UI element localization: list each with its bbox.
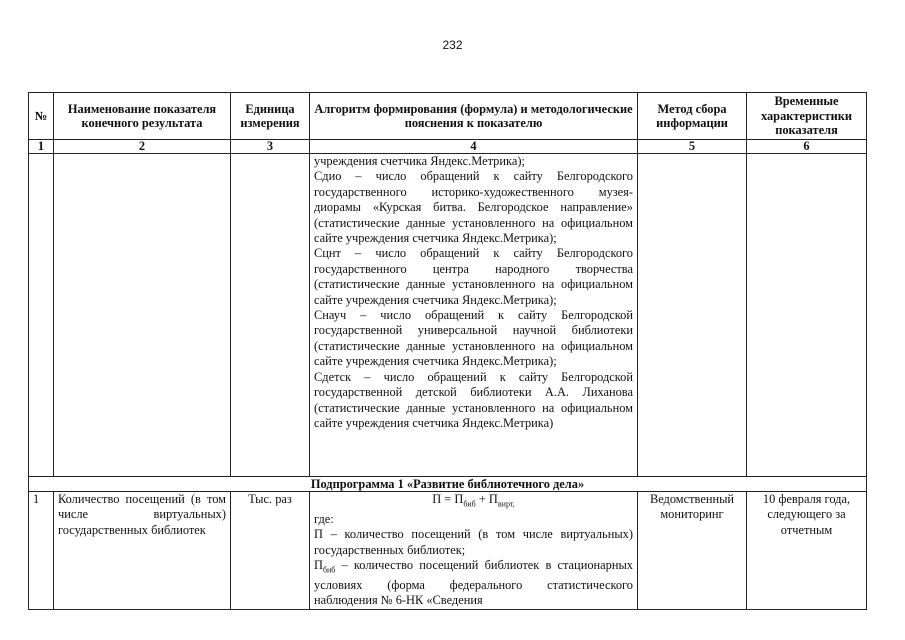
algorithm-paragraph: Снауч – число обращений к сайту Белгородской государственной универсальной научной библиотеки (статистические данные установленного на официальном сайте учреждения счетчика Яндекс.Метрика); bbox=[314, 308, 633, 369]
collection-method: Ведомственный мониторинг bbox=[638, 492, 747, 610]
table-row bbox=[29, 492, 867, 610]
algorithm-paragraph: Сцнт – число обращений к сайту Белгородского государственного центра народного творчества (статистические данные установленного на официальном сайте учреждения счетчика Яндекс.Метрика); bbox=[314, 246, 633, 307]
indicator-algorithm bbox=[310, 492, 638, 610]
formula-explanation: $П_{биб}$ – количество посещений библиотек в стационарных условиях (форма федерального статистического наблюдения № 6-НК «Сведения bbox=[314, 558, 633, 608]
header-unit: Единица измерения bbox=[231, 93, 310, 140]
column-number: 2 bbox=[54, 140, 231, 154]
indicators-table bbox=[28, 92, 867, 610]
header-method: Метод сбора информации bbox=[638, 93, 747, 140]
header-timing: Временные характеристики показателя bbox=[747, 93, 867, 140]
table-header-row bbox=[29, 93, 867, 140]
algorithm-paragraph: Сдетск – число обращений к сайту Белгородской государственной детской библиотеки А.А. Лиханова (статистические данные установленного на официальном сайте учреждения счетчика Яндекс.Метрика) bbox=[314, 369, 633, 430]
formula-where: где: bbox=[314, 511, 334, 526]
header-indicator-name: Наименование показателя конечного результата bbox=[54, 93, 231, 140]
subprogram-title: Подпрограмма 1 «Развитие библиотечного дела» bbox=[29, 477, 867, 492]
column-number: 6 bbox=[747, 140, 867, 154]
indicator-unit: Тыс. раз bbox=[231, 492, 310, 610]
row-number: 1 bbox=[29, 492, 54, 610]
column-number-row bbox=[29, 140, 867, 154]
column-number: 5 bbox=[638, 140, 747, 154]
algorithm-line: учреждения счетчика Яндекс.Метрика); bbox=[314, 154, 525, 168]
subprogram-row bbox=[29, 477, 867, 492]
header-algorithm: Алгоритм формирования (формула) и методологические пояснения к показателю bbox=[310, 93, 638, 140]
formula: $П = П_{биб} + П_{вирт,}$ bbox=[432, 492, 515, 509]
continued-row bbox=[29, 154, 867, 477]
column-number: 4 bbox=[310, 140, 638, 154]
time-characteristics: 10 февраля года, следующего за отчетным bbox=[747, 492, 867, 610]
page-number: 232 bbox=[442, 38, 463, 52]
formula-explanation: П – количество посещений (в том числе виртуальных) государственных библиотек; bbox=[314, 527, 633, 557]
column-number: 3 bbox=[231, 140, 310, 154]
algorithm-paragraph: Сдио – число обращений к сайту Белгородского государственного историко-художественного музея-диорамы «Курская битва. Белгородское направление» (статистические данные установленного на официальном сайте учреждения счетчика Яндекс.Метрика); bbox=[314, 169, 633, 246]
column-number: 1 bbox=[29, 140, 54, 154]
continued-algorithm-cell bbox=[310, 154, 638, 477]
indicator-name: Количество посещений (в том числе виртуальных) государственных библиотек bbox=[54, 492, 231, 610]
header-number: № bbox=[29, 93, 54, 140]
